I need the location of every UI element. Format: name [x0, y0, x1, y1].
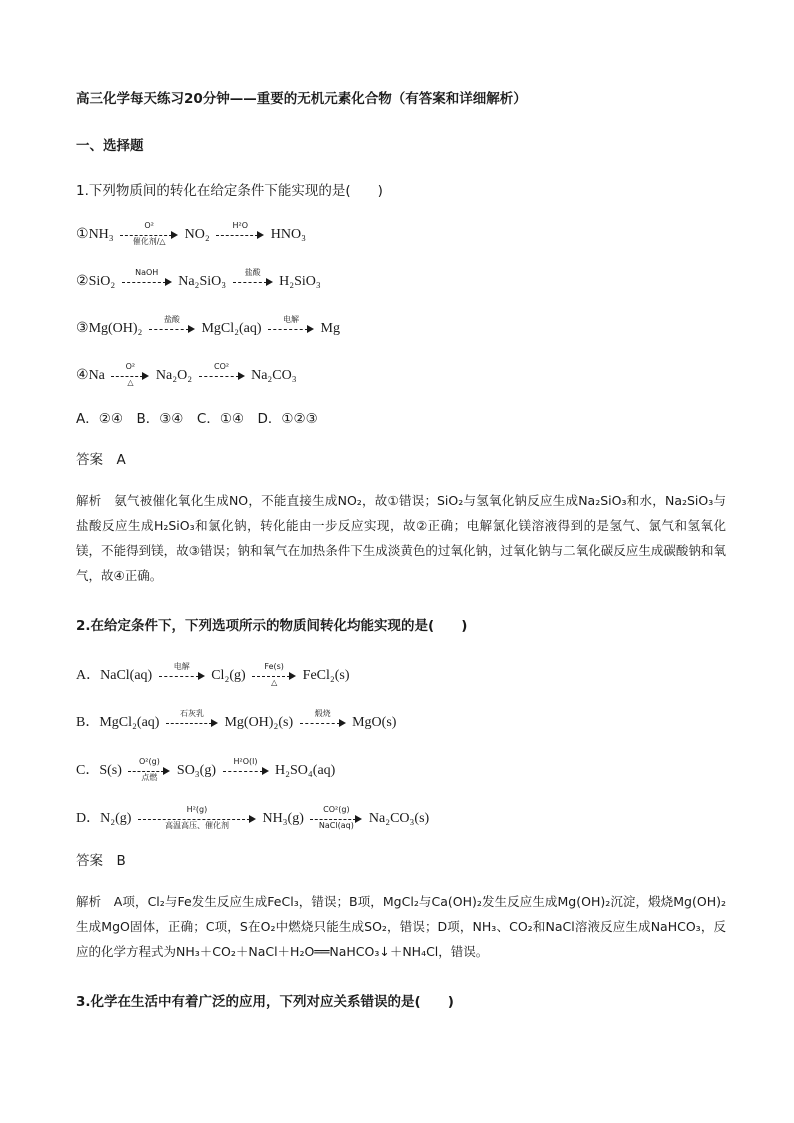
circled-number: ①: [76, 227, 89, 243]
reaction-arrow: 盐酸: [149, 318, 195, 340]
product: H₂SiO₃: [279, 274, 321, 290]
q1-reaction-4: [76, 362, 297, 387]
reactant: S(s): [99, 763, 122, 779]
question-1-answer: 答案 A: [76, 452, 126, 468]
reactant: SiO₂: [88, 274, 116, 290]
reaction-arrow: 盐酸: [233, 271, 273, 293]
question-1-analysis: 解析 氨气被催化氧化生成NO，不能直接生成NO₂，故①错误；SiO₂与氢氧化钠反应生成Na₂SiO₃和水，Na₂SiO₃与盐酸反应生成H₂SiO₃和氯化钠，转化能由一步反应实现，故②正确；电解氯化镁溶液得到的是氢气、氯气和氢氧化镁，不能得到镁，故③错误；钠和氧气在加热条件下生成淡黄色的过氧化钠，过氧化钠与二氧化碳反应生成碳酸钠和氧气，故④正确。: [76, 493, 726, 583]
circled-number: ④: [76, 368, 89, 384]
question-2-stem: 2.在给定条件下，下列选项所示的物质间转化均能实现的是( ): [76, 618, 468, 634]
reaction-arrow: 电解: [268, 318, 314, 340]
reaction-arrow: H²O(l): [223, 760, 269, 782]
intermediate: Cl₂(g): [211, 668, 246, 684]
reaction-arrow: NaOH: [122, 271, 172, 293]
product: FeCl₂(s): [302, 668, 350, 684]
intermediate: Na₂O₂: [155, 368, 193, 384]
option-label: B．: [76, 715, 100, 731]
q2-option-d: [76, 805, 430, 830]
option-label: D．: [76, 811, 101, 827]
reaction-arrow: CO²: [199, 365, 245, 387]
product: Na₂CO₃: [251, 368, 297, 384]
question-2-analysis: 解析 A项，Cl₂与Fe发生反应生成FeCl₃，错误；B项，MgCl₂与Ca(OH)₂发生反应生成Mg(OH)₂沉淀，煅烧Mg(OH)₂生成MgO固体，正确；C项，S在O₂中燃烧只能生成SO₂，错误；D项，NH₃、CO₂和NaCl溶液反应生成NaHCO₃，反应的化学方程式为NH₃＋CO₂＋NaCl＋H₂O══NaHCO₃↓＋NH₄Cl，错误。: [76, 894, 726, 959]
q2-option-c: [76, 757, 336, 782]
intermediate: NO₂: [184, 227, 210, 243]
reactant: NH₃: [88, 227, 114, 243]
product: Mg: [320, 321, 340, 337]
intermediate: Na₂SiO₃: [178, 274, 227, 290]
product: HNO₃: [270, 227, 306, 243]
section-heading: 一、选择题: [76, 138, 144, 154]
reaction-arrow: 煅烧: [300, 712, 346, 734]
intermediate: SO₃(g): [176, 763, 217, 779]
question-1-options: A．②④ B．③④ C．①④ D．①②③: [76, 411, 318, 427]
reactant: Mg(OH)₂: [88, 321, 143, 337]
reaction-arrow: O²(g) 点燃: [128, 760, 170, 782]
reaction-arrow: H²(g) 高温高压、催化剂: [138, 808, 256, 830]
product: H₂SO₄(aq): [275, 763, 336, 779]
reactant: NaCl(aq): [100, 668, 153, 684]
reaction-arrow: O² 催化剂/△: [120, 224, 178, 246]
product: Na₂CO₃(s): [368, 811, 430, 827]
intermediate: MgCl₂(aq): [201, 321, 262, 337]
option-label: C．: [76, 763, 100, 779]
question-2-answer: 答案 B: [76, 853, 126, 869]
option-label: A．: [76, 668, 101, 684]
question-3-stem: 3.化学在生活中有着广泛的应用，下列对应关系错误的是( ): [76, 994, 454, 1010]
q1-reaction-2: [76, 268, 321, 293]
q1-reaction-1: [76, 221, 306, 246]
q1-reaction-3: [76, 315, 340, 340]
intermediate: Mg(OH)₂(s): [224, 715, 294, 731]
reaction-arrow: CO²(g) NaCl(aq): [310, 808, 362, 830]
reaction-arrow: H²O: [216, 224, 264, 246]
reactant: MgCl₂(aq): [99, 715, 160, 731]
reaction-arrow: 电解: [159, 665, 205, 687]
reaction-arrow: Fe(s) △: [252, 665, 296, 687]
product: MgO(s): [352, 715, 397, 731]
reaction-arrow: 石灰乳: [166, 712, 218, 734]
page-title: 高三化学每天练习20分钟——重要的无机元素化合物（有答案和详细解析）: [76, 91, 527, 107]
circled-number: ②: [76, 274, 89, 290]
reaction-arrow: O² △: [111, 365, 149, 387]
reactant: N₂(g): [100, 811, 132, 827]
circled-number: ③: [76, 321, 89, 337]
reactant: Na: [88, 368, 105, 384]
q2-option-b: [76, 709, 397, 734]
question-1-stem: 1.下列物质间的转化在给定条件下能实现的是( ): [76, 183, 383, 199]
intermediate: NH₃(g): [262, 811, 304, 827]
q2-option-a: [76, 662, 350, 687]
